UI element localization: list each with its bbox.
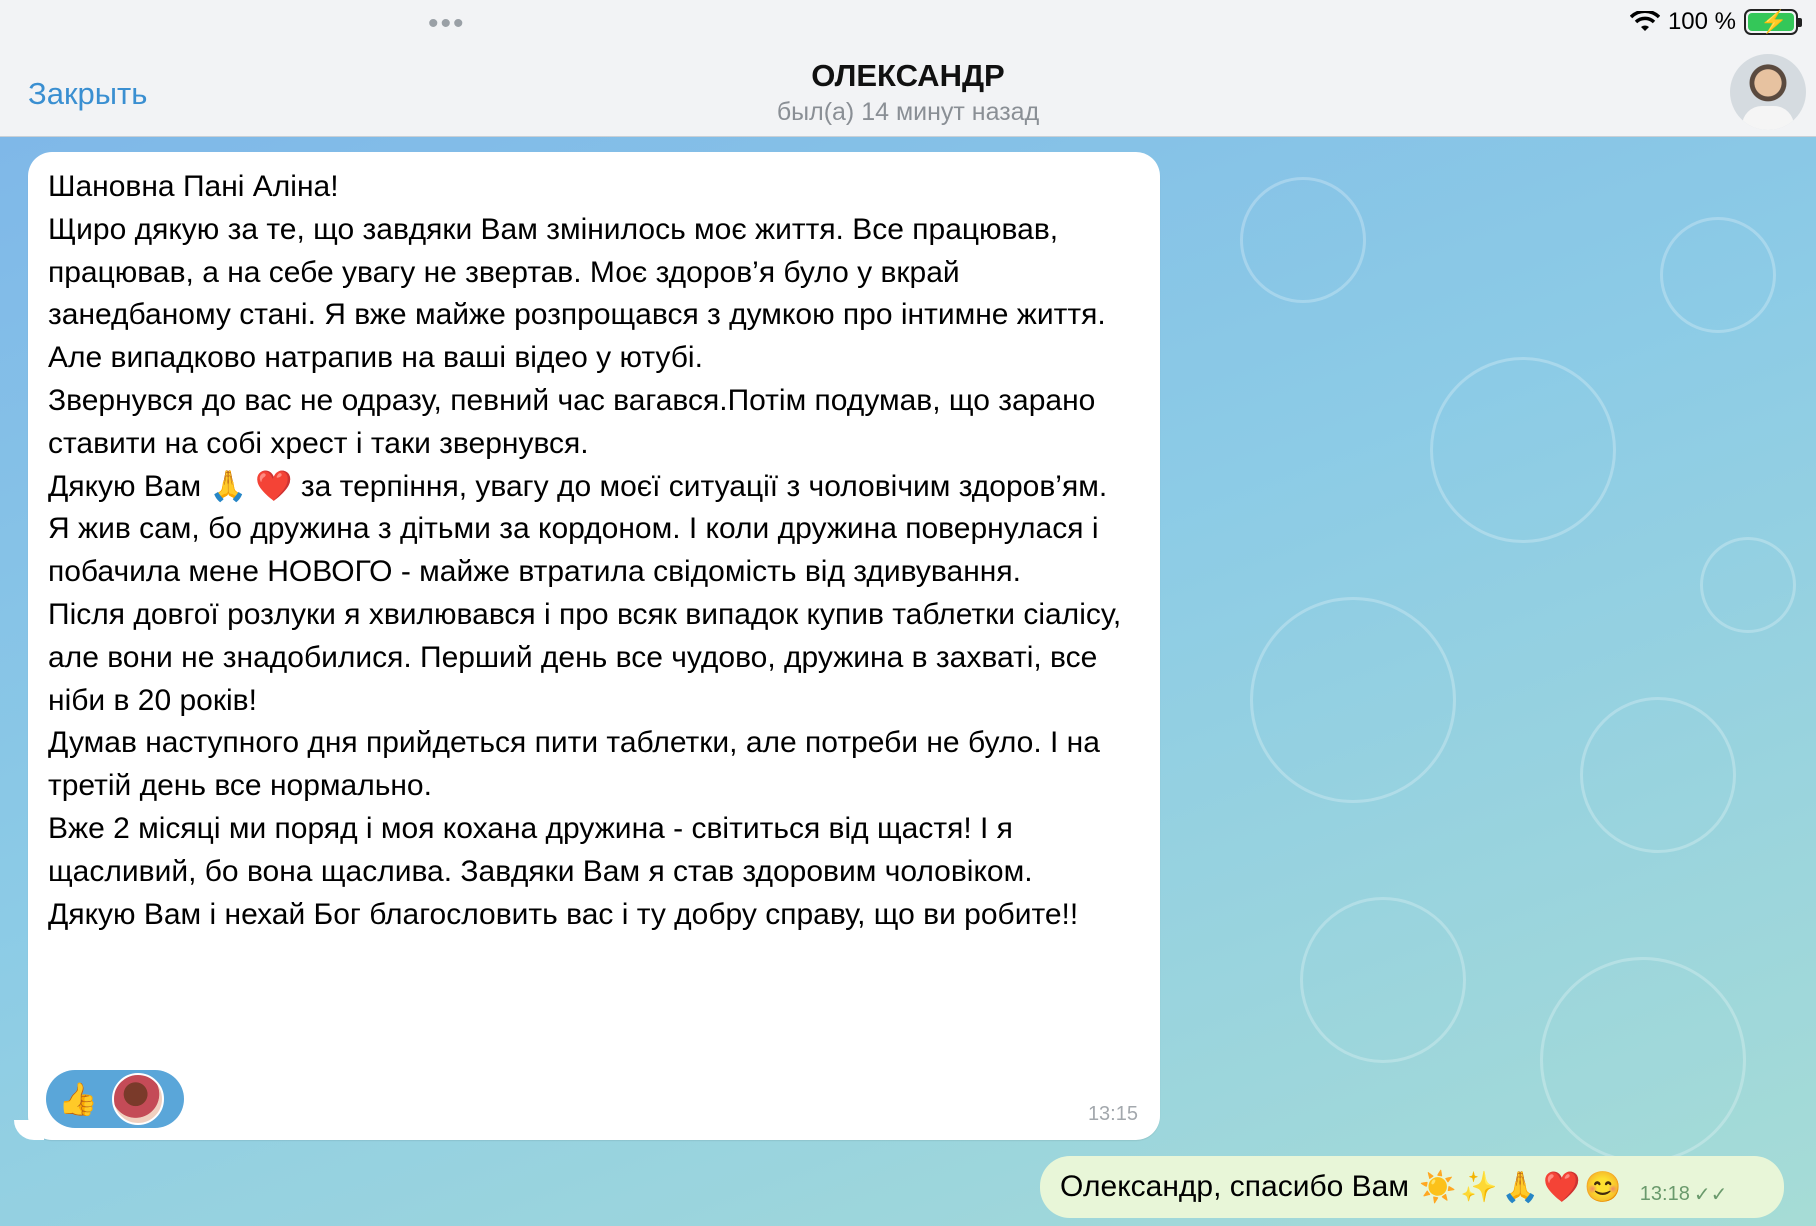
incoming-message[interactable] [28, 152, 1160, 1140]
reactor-avatar [112, 1073, 164, 1125]
status-bar [1630, 8, 1798, 36]
battery-icon: ⚡ [1744, 9, 1798, 35]
more-dots-icon[interactable]: ••• [428, 7, 466, 40]
outgoing-message[interactable] [1040, 1156, 1784, 1218]
double-check-icon: ✓✓ [1693, 1183, 1728, 1206]
top-bar [0, 0, 1816, 137]
message-text: Олександр, спасибо Вам [1060, 1170, 1409, 1203]
message-time: 13:15 [1087, 1103, 1138, 1125]
last-seen-status: был(а) 14 минут назад [776, 98, 1040, 126]
chat-title[interactable]: ОЛЕКСАНДР [811, 58, 1005, 93]
wifi-icon [1630, 11, 1660, 33]
message-text: Шановна Пані Аліна! Щиро дякую за те, що завдяки Вам змінилось моє життя. Все працював, працював, а на себе увагу не звертав. Моє здоров’я було у вкрай занедбаному стані. Я вже майже розпрощався з думкою про інтимне життя. Але випадково натрапив на ваші відео у ютубі. Звернувся до вас не одразу, певний час вагався.Потім подумав, що зарано ставити на собі хрест і таки звернувся. Дякую Вам 🙏 ❤️ за терпіння, увагу до моєї ситуації з чоловічим здоров’ям. Я жив сам, бо дружина з дітьми за кордоном. І коли дружина повернулася і побачила мене НОВОГО - майже втратила свідомість від здивування. Після довгої розлуки я хвилювався і про всяк випадок купив таблетки сіалісу, але вони не знадобилися. Перший день все чудово, дружина в захваті, все ніби в 20 років! Думав наступного дня прийдеться пити таблетки, але потреби не було. І на третій день все нормально. Вже 2 місяці ми поряд і моя кохана дружина - світиться від щастя! І я щасливий, бо вона щаслива. Завдяки Вам я став здоровим чоловіком. Дякую Вам і нехай Бог благословить вас і ту добру справу, що ви робите!! [48, 170, 1122, 931]
message-emojis: ☀️✨🙏❤️😊 [1418, 1170, 1626, 1204]
contact-avatar[interactable] [1730, 54, 1806, 130]
close-button[interactable]: Закрыть [28, 76, 148, 111]
reactions-pill[interactable] [46, 1070, 184, 1128]
thumbs-up-icon: 👍 [58, 1081, 98, 1117]
battery-percent: 100 % [1667, 8, 1736, 35]
message-time: 13:18 [1639, 1182, 1690, 1205]
